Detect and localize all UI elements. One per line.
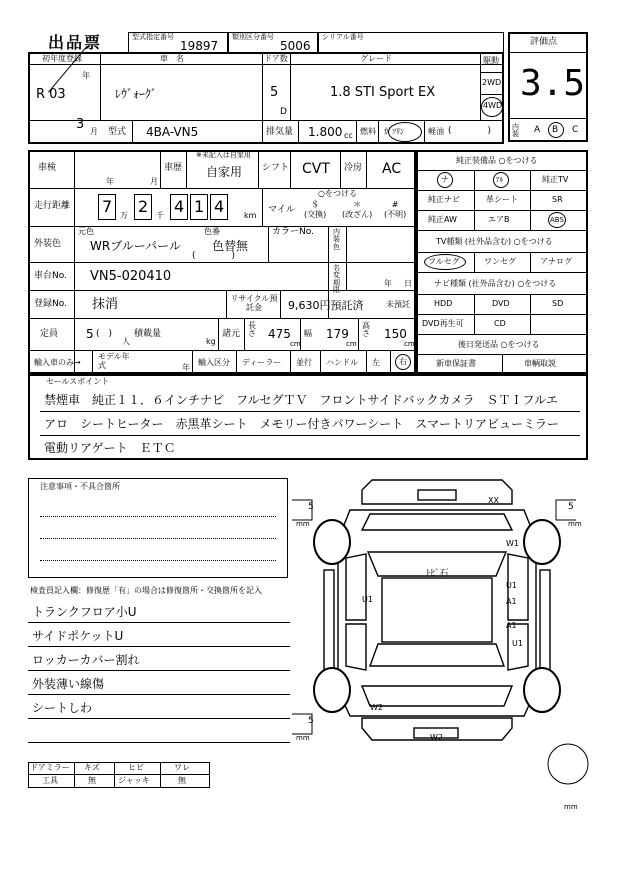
color-value: WRブルーパール	[90, 239, 181, 253]
tread-front-left-unit: mm	[296, 520, 310, 528]
height-label: 高さ	[362, 321, 370, 338]
note-item-4: 外装薄い線傷	[32, 677, 105, 691]
capacity-paren: ( )	[96, 329, 113, 339]
accessory-header-1: ドアミラー	[30, 763, 70, 772]
navi-cd: CD	[494, 319, 506, 328]
equip-row3-c: ABS	[550, 216, 564, 224]
score-value: 3.5	[520, 63, 586, 104]
shift-label: シフト	[262, 163, 290, 173]
tread-rear-left: 5	[308, 716, 314, 726]
model-year-unit: 年	[182, 363, 190, 372]
mileage-digit-3-value: 4	[174, 197, 185, 216]
accessory-tool-value: 無	[88, 776, 96, 785]
equip-row3-b: エアB	[488, 215, 510, 224]
inspector-label: 検査員記入欄：修復歴「有」の場合は修復箇所・交換箇所を記入	[30, 586, 262, 595]
drive-4wd: 4WD	[483, 101, 503, 110]
original-color-label: 元色	[78, 227, 94, 236]
name-change-day: 日	[404, 279, 412, 288]
tv-analog: アナログ	[540, 257, 572, 266]
height-value: 150	[384, 327, 407, 341]
import-parallel: 並行	[296, 358, 312, 367]
drive-2wd: 2WD	[482, 78, 502, 87]
color-label: 外装色	[34, 239, 62, 249]
navi-sd: SD	[552, 299, 564, 308]
kg-unit: kg	[206, 337, 216, 346]
new-car-warranty: 新車保証書	[436, 359, 476, 368]
grade-label: グレード	[360, 54, 392, 63]
name-change-year: 年	[384, 279, 392, 288]
interior-a: A	[534, 125, 541, 135]
serial-number-label: シリアル番号	[322, 33, 364, 41]
tv-fullseg: フルセグ	[428, 257, 460, 266]
capacity-label: 定員	[40, 329, 59, 339]
fuel-other: ( )	[448, 126, 492, 136]
displacement-value: 1.800	[308, 125, 343, 139]
category-number-value: 5006	[280, 39, 311, 53]
navi-dvd: DVD	[492, 299, 510, 308]
inspection-year-unit: 年	[106, 177, 114, 186]
note-item-3: ロッカーカバー割れ	[32, 653, 140, 667]
inspection-month-unit: 月	[150, 177, 158, 186]
color-number-label: 色番	[204, 227, 220, 236]
year-unit: 年	[82, 71, 90, 80]
tampered-option: ＊ (改ざん)	[342, 200, 373, 219]
navi-title: ナビ種類 (社外品含む) ○をつける	[434, 279, 557, 288]
mark-w2-rear: W2	[430, 733, 443, 742]
displacement-unit: cc	[344, 131, 353, 140]
handle-left: 左	[372, 358, 380, 367]
door-count: 5	[270, 85, 279, 100]
first-registration-label: 初年度登録	[42, 54, 82, 63]
car-name-label: 車 名	[160, 54, 184, 63]
mark-chip: ﾄﾋﾞ石	[426, 569, 449, 579]
shift-value: CVT	[302, 161, 330, 177]
mark-a1-right-top: A1	[506, 597, 517, 606]
km-unit: km	[244, 211, 257, 220]
unknown-option: # (不明)	[384, 200, 407, 219]
import-type-label: 輸入区分	[198, 358, 230, 367]
recycle-none: 未預託	[386, 300, 410, 309]
page-title: 出品票	[48, 33, 103, 52]
mileage-digit-2-value: 2	[138, 197, 149, 216]
fuel-label: 燃料	[360, 127, 376, 136]
mileage-digit-5-value: 4	[214, 197, 225, 216]
capacity-value: 5	[86, 327, 94, 341]
history-value: 自家用	[206, 165, 243, 179]
score-label: 評価点	[530, 37, 558, 47]
category-number-label: 類別区分番号	[232, 33, 274, 41]
note-item-1: トランクフロア小U	[32, 605, 137, 619]
note-item-2: サイドポケットU	[32, 629, 124, 643]
tv-oneseg: ワンセグ	[484, 257, 516, 266]
mark-w2-left: W2	[370, 703, 383, 712]
sales-point-line-1: 禁煙車 純正１１．６インチナビ フルセグＴＶ フロントサイドバックカメラ ＳＴＩフルエ	[44, 393, 558, 407]
mark-u1-left: U1	[362, 595, 373, 604]
accessory-tool: 工具	[42, 776, 58, 785]
door-type: D	[280, 107, 287, 117]
width-value: 179	[326, 327, 349, 341]
accessory-header-2: キズ	[84, 763, 100, 772]
interior-c: C	[572, 125, 579, 135]
dims-label: 諸元	[222, 329, 241, 339]
registration-month: 3	[76, 117, 85, 132]
equipment-title: 純正装備品 ○をつける	[456, 156, 538, 165]
width-unit: cm	[346, 340, 357, 348]
equip-row2-a: 純正ナビ	[428, 195, 460, 204]
equip-row1-a: ナ	[441, 175, 449, 184]
navi-hdd: HDD	[434, 299, 453, 308]
later-title: 後日発送品 ○をつける	[458, 340, 540, 349]
import-label: 輸入車のみ→	[34, 358, 81, 367]
note-item-5: シートしわ	[32, 701, 93, 715]
inspection-label: 車検	[38, 163, 57, 173]
mark-a1-right-bottom: A1	[506, 621, 517, 630]
color-paren: ( )	[192, 251, 236, 261]
tread-rear-right-unit: mm	[564, 803, 578, 811]
chassis-value: VN5-020410	[90, 269, 172, 284]
fuel-light-oil: 軽油	[428, 127, 444, 136]
fuel-gasoline: ｶﾞｿﾘﾝ	[384, 127, 404, 136]
load-label: 積載量	[134, 329, 162, 339]
month-unit: 月	[90, 127, 98, 136]
mileage-digit-4-value: 1	[194, 197, 205, 216]
door-count-label: ドア数	[264, 54, 288, 63]
mile-option: マイル	[268, 205, 295, 215]
recycle-value: 9,630円預託済	[288, 299, 364, 312]
type-number-value: 19897	[180, 39, 219, 53]
tread-front-right-unit: mm	[568, 520, 582, 528]
model-year-label: モデル年式	[98, 352, 130, 370]
recycle-label: リサイクル預託金	[230, 294, 278, 313]
grade-value: 1.8 STI Sport EX	[330, 85, 436, 100]
mark-u1-right: U1	[506, 581, 517, 590]
import-dealer: ディーラー	[242, 358, 282, 367]
sales-point-line-2: アロ シートヒーター 赤黒革シート メモリー付きパワーシート スマートリアビューミラー	[44, 417, 560, 431]
width-label: 幅	[304, 329, 312, 338]
exchange-option: ＄ (交換)	[304, 200, 327, 219]
history-label: 車歴	[164, 163, 183, 173]
name-change-label: 名変期限	[333, 264, 340, 295]
car-name: ﾚｳﾞｫｰｸﾞ	[115, 87, 158, 101]
tv-title: TV種類 (社外品含む) ○をつける	[436, 237, 553, 246]
equip-row3-a: 純正AW	[428, 215, 457, 224]
type-number-label: 型式指定番号	[132, 33, 174, 41]
handle-label: ハンドル	[326, 358, 358, 367]
sales-point-line-3: 電動リアゲート ＥＴＣ	[44, 441, 176, 455]
height-unit: cm	[404, 340, 415, 348]
ac-label: 冷房	[344, 163, 363, 173]
model-code: 4BA-VN5	[146, 125, 199, 139]
vehicle-manual: 車輌取説	[524, 359, 556, 368]
equip-row1-b: ｱﾙ	[496, 176, 503, 184]
mark-xx: XX	[488, 496, 499, 505]
mileage-label: 走行距離	[34, 201, 71, 211]
mark-w1: W1	[506, 539, 519, 548]
equip-row2-b: 革シート	[486, 195, 518, 204]
chassis-label: 車台No.	[34, 271, 67, 281]
mile-note: ○をつける	[318, 189, 357, 198]
registration-label: 登録No.	[34, 299, 67, 309]
sales-point-label: セールスポイント	[46, 377, 110, 386]
model-code-label: 型式	[108, 127, 127, 137]
equip-row1-c: 純正TV	[542, 175, 569, 184]
length-label: 長さ	[248, 321, 256, 338]
mileage-digit-1-value: 7	[102, 197, 113, 216]
history-note: ※未記入は自家用	[196, 151, 251, 159]
displacement-label: 排気量	[266, 127, 294, 137]
accessory-header-3: ヒビ	[128, 763, 144, 772]
tread-front-right: 5	[568, 502, 574, 512]
handle-right: 右	[399, 357, 407, 366]
notes-label: 注意事項・不具合箇所	[40, 482, 120, 491]
person-unit: 人	[122, 337, 130, 346]
man-unit: 万	[120, 211, 128, 220]
navi-dvd-play: DVD再生可	[422, 319, 464, 328]
length-unit: cm	[290, 340, 301, 348]
tread-rear-left-unit: mm	[296, 734, 310, 742]
interior-b: B	[552, 125, 559, 135]
color-code-label: カラーNo.	[272, 227, 314, 237]
color-number-value: 色替無	[212, 239, 249, 253]
drive-label: 駆動	[483, 56, 499, 65]
interior-label: 内装	[512, 123, 519, 138]
accessory-jack: ジャッキ	[118, 776, 150, 785]
ac-value: AC	[382, 161, 402, 177]
mark-u1-right-bottom: U1	[512, 639, 523, 648]
length-value: 475	[268, 327, 291, 341]
equip-row2-c: SR	[552, 195, 563, 204]
registration-era: R 03	[36, 87, 66, 102]
tread-front-left: 5	[308, 502, 314, 512]
interior-color-label: 内装色	[333, 228, 340, 251]
notes-box	[28, 478, 288, 578]
sen-unit: 千	[156, 211, 164, 220]
accessory-jack-value: 無	[178, 776, 186, 785]
registration-value: 抹消	[92, 297, 119, 312]
accessory-header-4: ワレ	[174, 763, 190, 772]
